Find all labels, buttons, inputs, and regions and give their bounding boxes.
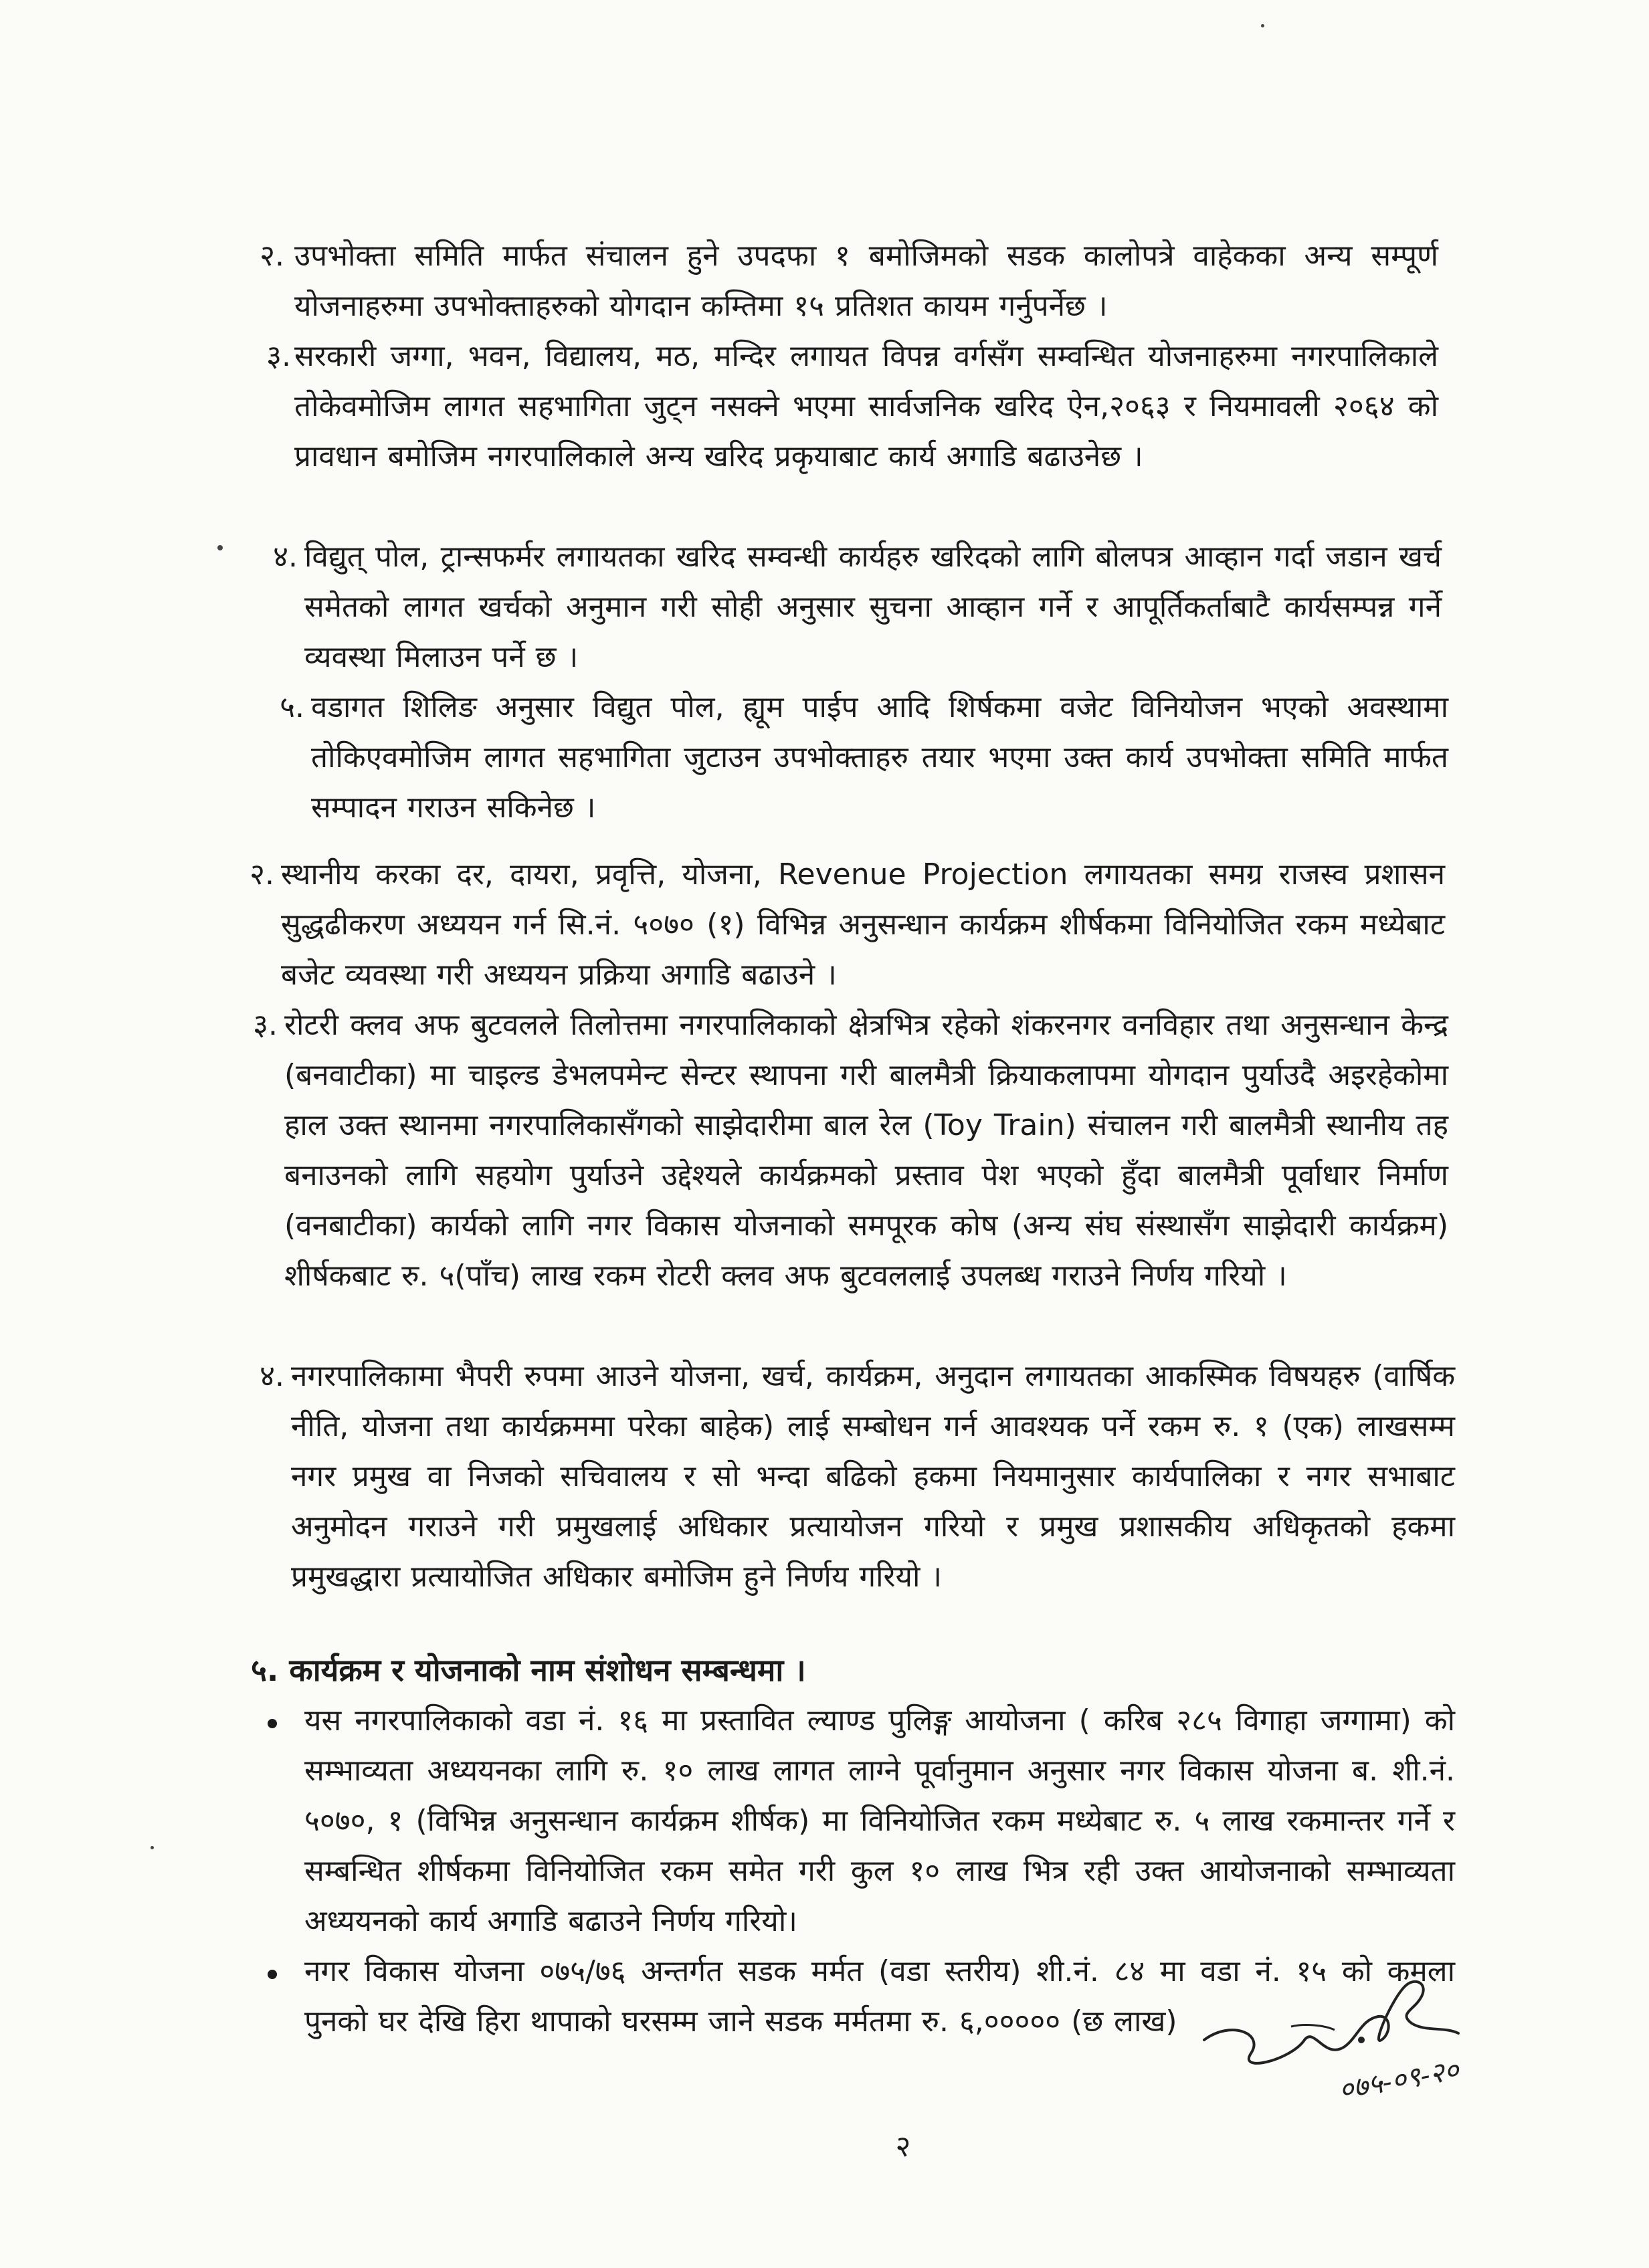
scan-speck	[151, 1846, 154, 1849]
item-number: २.	[250, 857, 274, 892]
section-heading: ५. कार्यक्रम र योजनाको नाम संशोधन सम्बन्धमा ।	[251, 1652, 806, 1688]
paragraph: रोटरी क्लव अफ बुटवलले तिलोत्तमा नगरपालिकाको क्षेत्रभित्र रहेको शंकरनगर वनविहार तथा अनुसन्धान केन्द्र (बनवाटीका) मा चाइल्ड डेभलपमेन्ट सेन्टर स्थापना गरी बालमैत्री क्रियाकलापमा योगदान पुर्याउदै अइरहेकोमा हाल उक्त स्थानमा नगरपालिकासँगको साझेदारीमा बाल रेल (Toy Train) संचालन गरी बालमैत्री स्थानीय तह बनाउनको लागि सहयोग पुर्याउने उद्देश्यले कार्यक्रमको प्रस्ताव पेश भएको हुँदा बालमैत्री पूर्वाधार निर्माण (वनबाटीका) कार्यको लागि नगर विकास योजनाको समपूरक कोष (अन्य संघ संस्थासँग साझेदारी कार्यक्रम) शीर्षकबाट रु. ५(पाँच) लाख रकम रोटरी क्लव अफ बुटवललाई उपलब्ध गराउने निर्णय गरियो ।	[284, 1008, 1448, 1293]
scan-speck	[1261, 24, 1264, 27]
bullet-icon	[268, 1970, 277, 1979]
bullet-paragraph: यस नगरपालिकाको वडा नं. १६ मा प्रस्तावित ल्याण्ड पुलिङ्ग आयोजना ( करिब २८५ विगाहा जग्गामा) को सम्भाव्यता अध्ययनका लागि रु. १० लाख लागत लाग्ने पूर्वानुमान अनुसार नगर विकास योजना ब. शी.नं. ५०७०, १ (विभिन्न अनुसन्धान कार्यक्रम शीर्षक) मा विनियोजित रकम मध्येबाट रु. ५ लाख रकमान्तर गर्ने र सम्बन्धित शीर्षकमा विनियोजित रकम समेत गरी कुल १० लाख भित्र रही उक्त आयोजनाको सम्भाव्यता अध्ययनको कार्य अगाडि बढाउने निर्णय गरियो।	[304, 1704, 1455, 1938]
page-number: २	[895, 2130, 911, 2164]
bullet-icon	[268, 1719, 277, 1728]
signature-date: ०७५-०९-२०	[1336, 2053, 1462, 2107]
paragraph: विद्युत् पोल, ट्रान्सफर्मर लगायतका खरिद सम्वन्धी कार्यहरु खरिदको लागि बोलपत्र आव्हान गर्दा जडान खर्च समेतको लागत खर्चको अनुमान गरी सोही अनुसार सुचना आव्हान गर्ने र आपूर्तिकर्ताबाटै कार्यसम्पन्न गर्ने व्यवस्था मिलाउन पर्ने छ ।	[304, 540, 1442, 674]
paragraph: नगरपालिकामा भैपरी रुपमा आउने योजना, खर्च, कार्यक्रम, अनुदान लगायतका आकस्मिक विषयहरु (वार्षिक नीति, योजना तथा कार्यक्रममा परेका बाहेक) लाई सम्बोधन गर्न आवश्यक पर्ने रकम रु. १ (एक) लाखसम्म नगर प्रमुख वा निजको सचिवालय र सो भन्दा बढिको हकमा नियमानुसार कार्यपालिका र नगर सभाबाट अनुमोदन गराउने गरी प्रमुखलाई अधिकार प्रत्यायोजन गरियो र प्रमुख प्रशासकीय अधिकृतको हकमा प्रमुखद्धारा प्रत्यायोजित अधिकार बमोजिम हुने निर्णय गरियो ।	[291, 1359, 1455, 1594]
item-number: ५.	[280, 690, 304, 724]
item-number: २.	[260, 239, 284, 273]
item-number: ४.	[273, 540, 298, 574]
item-number: ३.	[253, 1008, 278, 1042]
paragraph: उपभोक्ता समिति मार्फत संचालन हुने उपदफा १ बमोजिमको सडक कालोपत्रे वाहेकका अन्य सम्पूर्ण योजनाहरुमा उपभोक्ताहरुको योगदान कम्तिमा १५ प्रतिशत कायम गर्नुपर्नेछ ।	[294, 239, 1438, 323]
scan-speck	[217, 545, 223, 550]
paragraph: स्थानीय करका दर, दायरा, प्रवृत्ति, योजना, Revenue Projection लगायतका समग्र राजस्व प्रशासन सुद्धढीकरण अध्ययन गर्न सि.नं. ५०७० (१) विभिन्न अनुसन्धान कार्यक्रम शीर्षकमा विनियोजित रकम मध्येबाट बजेट व्यवस्था गरी अध्ययन प्रक्रिया अगाडि बढाउने ।	[281, 857, 1445, 992]
paragraph: वडागत शिलिङ अनुसार विद्युत पोल, ह्यूम पाईप आदि शिर्षकमा वजेट विनियोजन भएको अवस्थामा तोकिएवमोजिम लागत सहभागिता जुटाउन उपभोक्ताहरु तयार भएमा उक्त कार्य उपभोक्ता समिति मार्फत सम्पादन गराउन सकिनेछ ।	[311, 690, 1448, 825]
item-number: ४.	[260, 1359, 284, 1393]
item-number: ३.	[266, 339, 291, 373]
paragraph: सरकारी जग्गा, भवन, विद्यालय, मठ, मन्दिर लगायत विपन्न वर्गसँग सम्वन्धित योजनाहरुमा नगरपालिकाले तोकेवमोजिम लागत सहभागिता जुट्न नसक्ने भएमा सार्वजनिक खरिद ऐन,२०६३ र नियमावली २०६४ को प्रावधान बमोजिम नगरपालिकाले अन्य खरिद प्रकृयाबाट कार्य अगाडि बढाउनेछ ।	[294, 339, 1438, 474]
bullet-paragraph: नगर विकास योजना ०७५/७६ अन्तर्गत सडक मर्मत (वडा स्तरीय) शी.नं. ८४ मा वडा नं. १५ को कमला पुनको घर देखि हिरा थापाको घरसम्म जाने सडक मर्मतमा रु. ६,००००० (छ लाख)	[304, 1954, 1455, 2039]
